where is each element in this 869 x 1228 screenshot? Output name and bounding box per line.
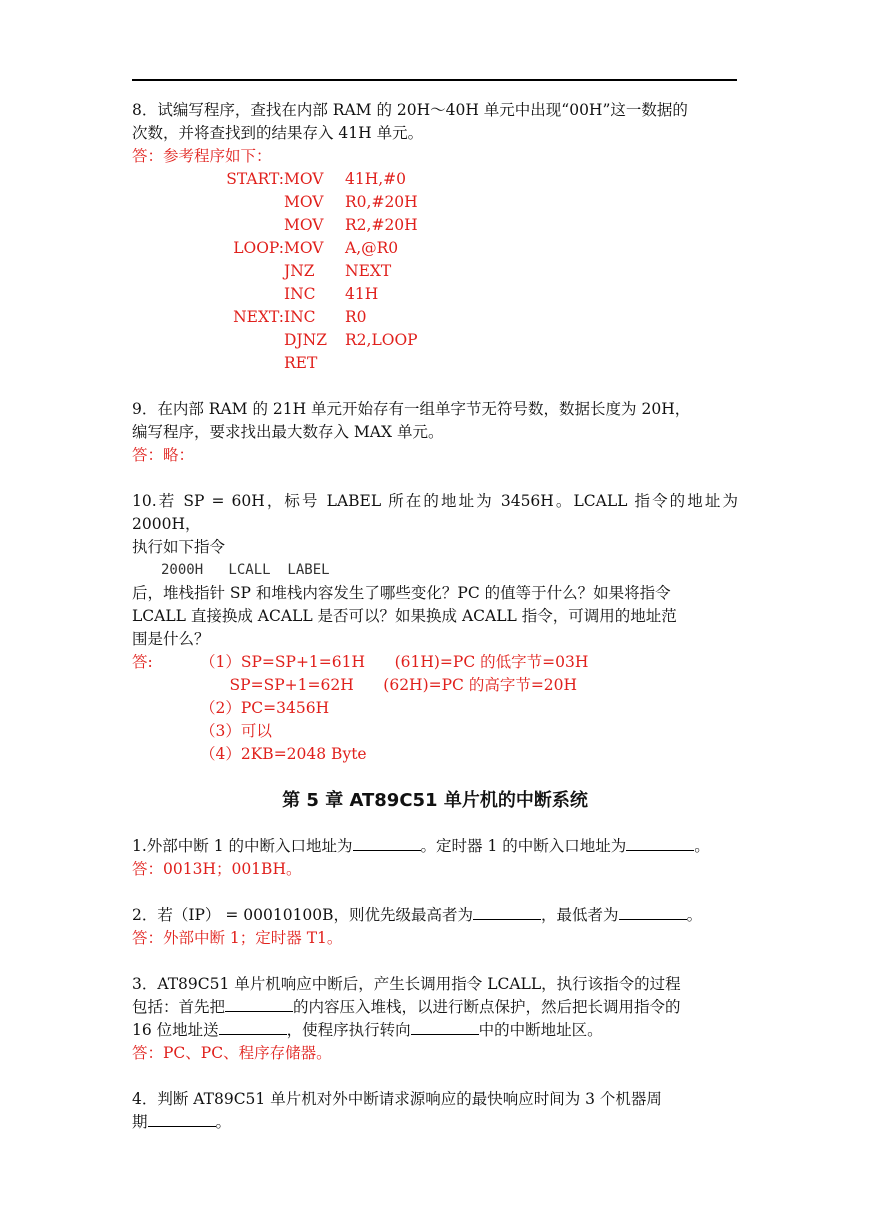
code-label [132,191,284,214]
q9-text-line2: 编写程序，要求找出最大数存入 MAX 单元。 [132,423,444,441]
q10-text-line5: 围是什么？ [132,630,210,648]
q10-code-line: 2000H LCALL LABEL [161,562,330,578]
c5q2-answer: 答：外部中断 1；定时器 T1。 [132,929,343,947]
q10-answer-item: SP=SP+1=62H (62H)=PC 的高字节=20H [200,676,578,694]
c5q4-text-line1: 4．判断 AT89C51 单片机对外中断请求源响应的最快响应时间为 3 个机器周 [132,1090,662,1108]
code-line [132,306,738,329]
fill-blank [353,835,421,851]
code-arg: R0,#20H [345,193,418,211]
code-op: INC [284,308,316,326]
q10-answer-item: （2）PC=3456H [200,699,330,717]
code-line [132,283,738,306]
c5q2-text: 2．若（IP） = 00010100B，则优先级最高者为 ，最低者为 。 [132,906,703,924]
code-line [132,214,738,237]
code-op: JNZ [284,262,315,280]
chapter-title: 第 5 章 AT89C51 单片机的中断系统 [282,790,588,811]
page-content [132,99,738,1134]
code-arg: R2,#20H [345,216,418,234]
code-line [132,329,738,352]
c5q4-text-line2: 期 。 [132,1113,232,1131]
q9-answer: 答：略： [132,446,195,464]
q8-text-line2: 次数，并将查找到的结果存入 41H 单元。 [132,124,424,142]
code-label: START: [226,170,284,188]
fill-blank [473,904,541,920]
fill-blank [411,1019,479,1035]
code-op: DJNZ [284,331,327,349]
q10-text-line1: 10.若 SP = 60H，标号 LABEL 所在的地址为 3456H。LCALL 指令的地址为 2000H， [132,492,738,533]
q10-text-line2: 执行如下指令 [132,538,226,556]
code-op: INC [284,285,316,303]
c5q1-text: 1.外部中断 1 的中断入口地址为 。定时器 1 的中断入口地址为 。 [132,837,710,855]
c5q3-text-line3: 16 位地址送 ，使程序执行转向 中的中断地址区。 [132,1021,603,1039]
code-label [132,214,284,237]
code-label [132,352,284,375]
fill-blank [225,996,293,1012]
fill-blank [626,835,694,851]
code-arg: A,@R0 [345,239,399,257]
code-op: RET [284,354,318,372]
c5q3-text-line2: 包括：首先把 的内容压入堆栈，以进行断点保护，然后把长调用指令的 [132,998,681,1016]
q10-answer-item: （1）SP=SP+1=61H (61H)=PC 的低字节=03H [200,653,589,671]
code-arg: R2,LOOP [345,331,418,349]
code-label [132,283,284,306]
code-label: NEXT: [233,308,284,326]
code-line [132,260,738,283]
code-op: MOV [284,193,324,211]
code-line [132,191,738,214]
code-op: MOV [284,216,324,234]
fill-blank [219,1019,287,1035]
code-arg: 41H,#0 [345,170,407,188]
q10-answer-item: （4）2KB=2048 Byte [200,745,367,763]
code-label: LOOP: [233,239,284,257]
code-label [132,329,284,352]
c5q3-text-line1: 3．AT89C51 单片机响应中断后，产生长调用指令 LCALL，执行该指令的过程 [132,975,681,993]
c5q3-answer: 答：PC、PC、程序存储器。 [132,1044,332,1062]
fill-blank [619,904,687,920]
q9-text-line1: 9．在内部 RAM 的 21H 单元开始存有一组单字节无符号数，数据长度为 20H， [132,400,691,418]
code-op: MOV [284,170,324,188]
code-arg: 41H [345,285,379,303]
code-arg [345,352,465,375]
q10-text-line4: LCALL 直接换成 ACALL 是否可以？如果换成 ACALL 指令，可调用的地址范 [132,607,677,625]
code-op: MOV [284,239,324,257]
code-line [132,237,738,260]
header-rule [132,79,737,81]
code-label [132,260,284,283]
q8-code-block [132,168,738,375]
q10-text-line3: 后，堆栈指针 SP 和堆栈内容发生了哪些变化？PC 的值等于什么？如果将指令 [132,584,671,602]
q8-answer-label: 答：参考程序如下： [132,147,272,165]
fill-blank [148,1111,216,1127]
c5q1-answer: 答：0013H；001BH。 [132,860,302,878]
q10-answer-item: （3）可以 [200,722,272,740]
code-line [132,168,738,191]
q10-answer-block [132,651,738,766]
code-line [132,352,738,375]
q10-answer-prefix: 答: [132,653,153,671]
code-arg: R0 [345,308,367,326]
q8-text-line1: 8．试编写程序，查找在内部 RAM 的 20H～40H 单元中出现“00H”这一数据的 [132,101,688,119]
code-arg: NEXT [345,262,392,280]
